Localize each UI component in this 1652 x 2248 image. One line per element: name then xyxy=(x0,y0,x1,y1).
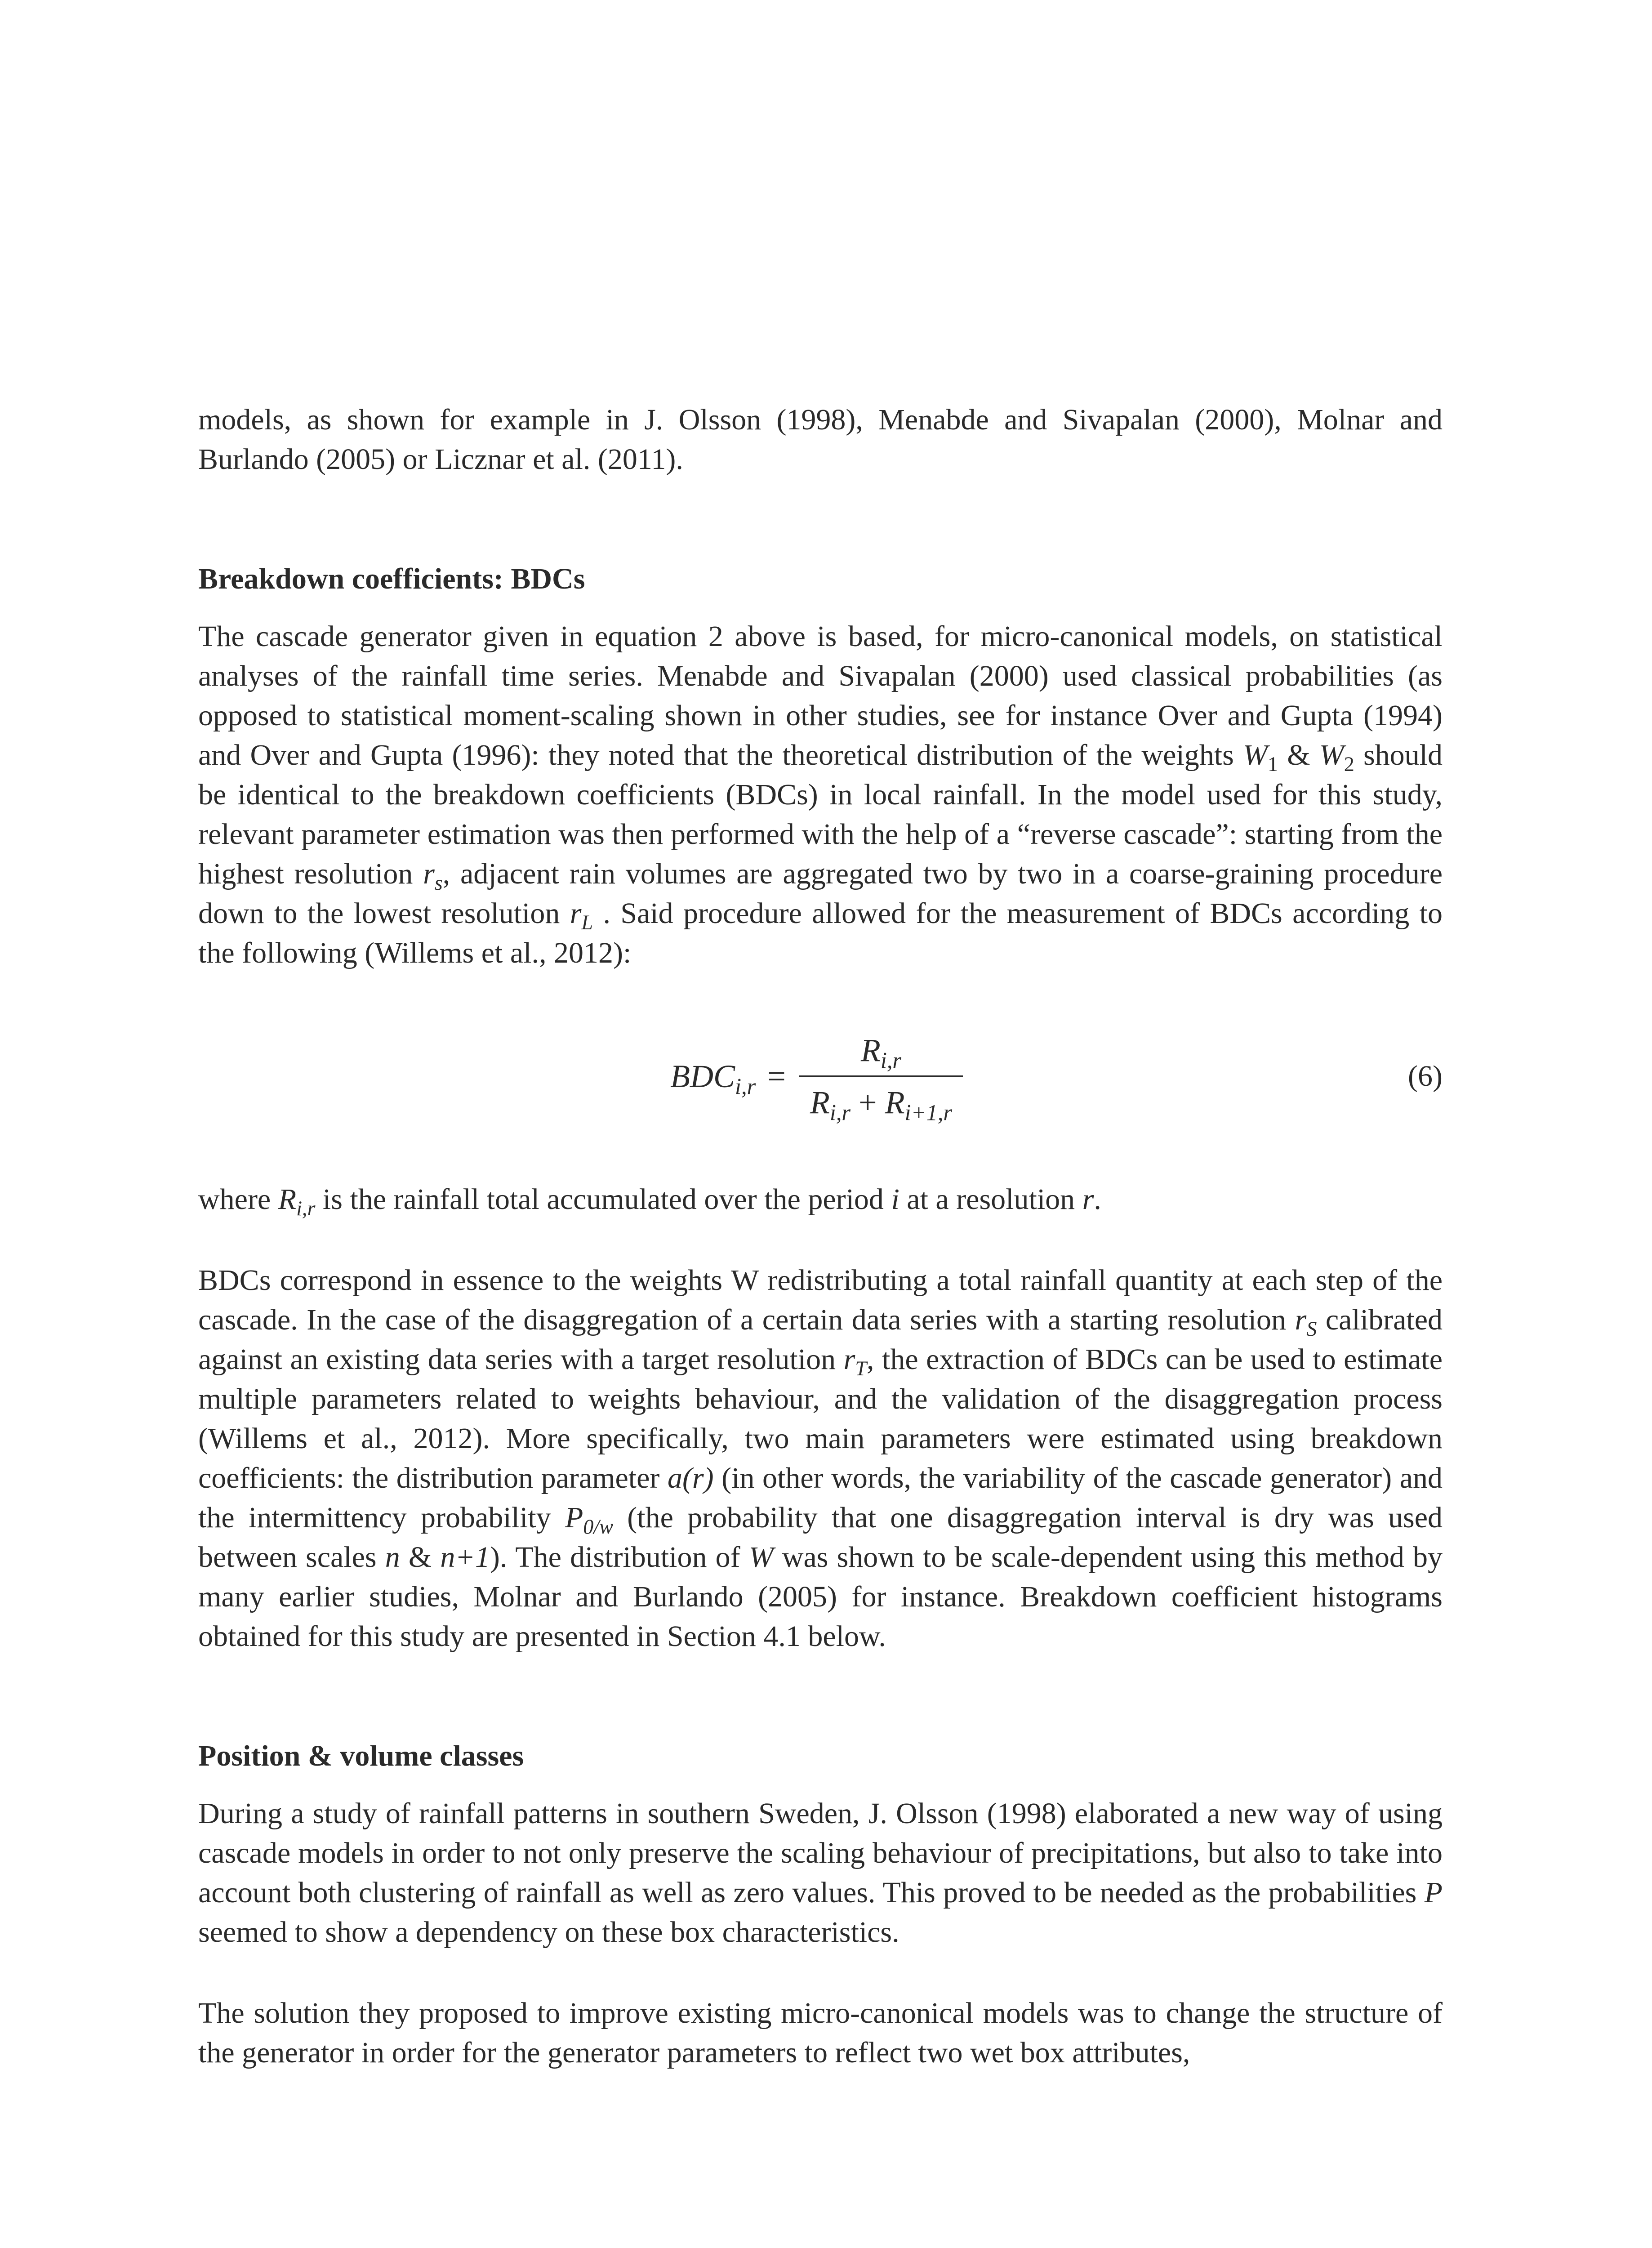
equation-number: (6) xyxy=(1408,1060,1443,1093)
equation-numerator: $R_{i,r}$ xyxy=(860,1032,902,1073)
section-heading-bdc: Breakdown coefficients: BDCs xyxy=(198,562,585,595)
bdc-paragraph-2: BDCs correspond in essence to the weights W redistributing a total rainfall quantity at each step of the cascade. In the case of the disaggregation of a certain data series with a starting resolution $r_S$ calibrated against an existing data series with a target resolution $r_T$, the extraction of BDCs can be used to estimate multiple parameters related to weights behaviour, and the validation of the disaggregation process (Willems et al., 2012). More specifically, two main parameters were estimated using breakdown coefficients: the distribution parameter a(r) (in other words, the variability of the cascade generator) and the intermittency probability $P_{0/w}$ (the probability that one disaggregation interval is dry was used between scales n & n+1). The distribution of W was shown to be scale-dependent using this method by many earlier studies, Molnar and Burlando (2005) for instance. Breakdown coefficient histograms obtained for this study are presented in Section 4.1 below. xyxy=(198,1264,1443,1653)
equation-fraction xyxy=(799,1030,963,1125)
intro-paragraph: models, as shown for example in J. Olsson (1998), Menabde and Sivapalan (2000), Molnar and Burlando (2005) or Licznar et al. (2011). xyxy=(198,403,1443,476)
section-heading-position: Position & volume classes xyxy=(198,1740,524,1772)
equation-denominator: $R_{i,r} + R_{i+1,r}$ xyxy=(810,1084,953,1125)
equation-equals: = xyxy=(767,1058,786,1094)
where-line: where $R_{i,r}$ is the rainfall total accumulated over the period i at a resolution r. xyxy=(198,1183,1101,1220)
equation-6 xyxy=(198,1013,1443,1139)
position-paragraph-1: During a study of rainfall patterns in southern Sweden, J. Olsson (1998) elaborated a new way of using cascade models in order to not only preserve the scaling behaviour of precipitations, but also to take into account both clustering of rainfall as well as zero values. This proved to be needed as the probabilities P seemed to show a dependency on these box characteristics. xyxy=(198,1797,1443,1949)
page-body xyxy=(198,400,1443,2073)
bdc-paragraph-1: The cascade generator given in equation 2 above is based, for micro-canonical models, on statistical analyses of the rainfall time series. Menabde and Sivapalan (2000) used classical probabilities (as opposed to statistical moment-scaling shown in other studies, see for instance Over and Gupta (1994) and Over and Gupta (1996): they noted that the theoretical distribution of the weights $W_1$ & $W_2$ should be identical to the breakdown coefficients (BDCs) in local rainfall. In the model used for this study, relevant parameter estimation was then performed with the help of a “reverse cascade”: starting from the highest resolution $r_s$, adjacent rain volumes are aggregated two by two in a coarse-graining procedure down to the lowest resolution $r_L$ . Said procedure allowed for the measurement of BDCs according to the following (Willems et al., 2012): xyxy=(198,620,1443,969)
equation-lhs: $BDC_{i,r}$ xyxy=(670,1058,756,1099)
position-paragraph-2: The solution they proposed to improve existing micro-canonical models was to change the structure of the generator in order for the generator parameters to reflect two wet box attributes, xyxy=(198,1997,1443,2069)
